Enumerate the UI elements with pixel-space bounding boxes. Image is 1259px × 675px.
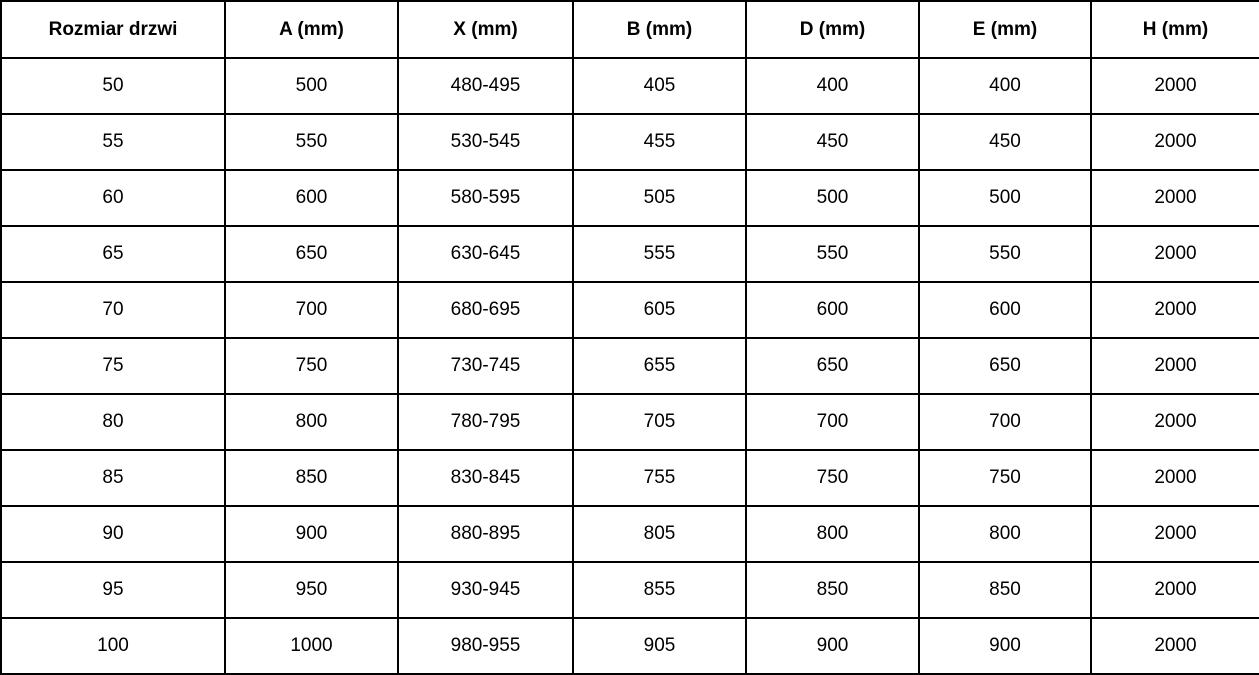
column-header-a: A (mm) xyxy=(225,1,398,58)
cell-a: 550 xyxy=(225,114,398,170)
cell-a: 1000 xyxy=(225,618,398,674)
column-header-e: E (mm) xyxy=(919,1,1091,58)
cell-b: 705 xyxy=(573,394,746,450)
table-row xyxy=(1,506,1259,562)
cell-b: 805 xyxy=(573,506,746,562)
cell-e: 750 xyxy=(919,450,1091,506)
cell-d: 800 xyxy=(746,506,919,562)
cell-h: 2000 xyxy=(1091,282,1259,338)
table-row xyxy=(1,562,1259,618)
cell-x: 930-945 xyxy=(398,562,573,618)
column-header-x: X (mm) xyxy=(398,1,573,58)
cell-h: 2000 xyxy=(1091,450,1259,506)
cell-a: 950 xyxy=(225,562,398,618)
cell-door-size: 95 xyxy=(1,562,225,618)
table-row xyxy=(1,58,1259,114)
column-header-d: D (mm) xyxy=(746,1,919,58)
column-header-door-size: Rozmiar drzwi xyxy=(1,1,225,58)
cell-b: 555 xyxy=(573,226,746,282)
cell-b: 655 xyxy=(573,338,746,394)
cell-x: 830-845 xyxy=(398,450,573,506)
cell-door-size: 85 xyxy=(1,450,225,506)
cell-x: 530-545 xyxy=(398,114,573,170)
column-header-h: H (mm) xyxy=(1091,1,1259,58)
cell-h: 2000 xyxy=(1091,170,1259,226)
cell-a: 750 xyxy=(225,338,398,394)
cell-e: 600 xyxy=(919,282,1091,338)
table-row xyxy=(1,338,1259,394)
cell-door-size: 55 xyxy=(1,114,225,170)
cell-e: 650 xyxy=(919,338,1091,394)
cell-door-size: 60 xyxy=(1,170,225,226)
cell-b: 605 xyxy=(573,282,746,338)
cell-x: 730-745 xyxy=(398,338,573,394)
table-row xyxy=(1,450,1259,506)
cell-d: 850 xyxy=(746,562,919,618)
cell-e: 550 xyxy=(919,226,1091,282)
cell-e: 800 xyxy=(919,506,1091,562)
table-header-row xyxy=(1,1,1259,58)
cell-d: 500 xyxy=(746,170,919,226)
cell-a: 700 xyxy=(225,282,398,338)
cell-a: 850 xyxy=(225,450,398,506)
cell-h: 2000 xyxy=(1091,506,1259,562)
cell-b: 455 xyxy=(573,114,746,170)
cell-h: 2000 xyxy=(1091,58,1259,114)
column-header-b: B (mm) xyxy=(573,1,746,58)
cell-door-size: 75 xyxy=(1,338,225,394)
cell-e: 900 xyxy=(919,618,1091,674)
cell-d: 650 xyxy=(746,338,919,394)
cell-d: 450 xyxy=(746,114,919,170)
cell-e: 700 xyxy=(919,394,1091,450)
cell-a: 600 xyxy=(225,170,398,226)
cell-h: 2000 xyxy=(1091,226,1259,282)
cell-x: 630-645 xyxy=(398,226,573,282)
cell-door-size: 80 xyxy=(1,394,225,450)
cell-h: 2000 xyxy=(1091,114,1259,170)
cell-d: 400 xyxy=(746,58,919,114)
cell-d: 550 xyxy=(746,226,919,282)
cell-b: 855 xyxy=(573,562,746,618)
cell-h: 2000 xyxy=(1091,562,1259,618)
cell-x: 680-695 xyxy=(398,282,573,338)
cell-b: 505 xyxy=(573,170,746,226)
cell-d: 750 xyxy=(746,450,919,506)
cell-x: 780-795 xyxy=(398,394,573,450)
cell-x: 880-895 xyxy=(398,506,573,562)
cell-e: 500 xyxy=(919,170,1091,226)
cell-a: 900 xyxy=(225,506,398,562)
cell-b: 405 xyxy=(573,58,746,114)
cell-e: 400 xyxy=(919,58,1091,114)
cell-b: 905 xyxy=(573,618,746,674)
table-row xyxy=(1,170,1259,226)
cell-door-size: 50 xyxy=(1,58,225,114)
cell-door-size: 90 xyxy=(1,506,225,562)
cell-d: 900 xyxy=(746,618,919,674)
cell-b: 755 xyxy=(573,450,746,506)
table-row xyxy=(1,394,1259,450)
cell-e: 850 xyxy=(919,562,1091,618)
cell-h: 2000 xyxy=(1091,618,1259,674)
cell-door-size: 70 xyxy=(1,282,225,338)
cell-a: 500 xyxy=(225,58,398,114)
table-row xyxy=(1,114,1259,170)
table-row xyxy=(1,226,1259,282)
cell-door-size: 100 xyxy=(1,618,225,674)
cell-d: 700 xyxy=(746,394,919,450)
cell-a: 650 xyxy=(225,226,398,282)
cell-x: 980-955 xyxy=(398,618,573,674)
cell-x: 480-495 xyxy=(398,58,573,114)
cell-e: 450 xyxy=(919,114,1091,170)
table-row xyxy=(1,282,1259,338)
cell-h: 2000 xyxy=(1091,338,1259,394)
cell-h: 2000 xyxy=(1091,394,1259,450)
cell-a: 800 xyxy=(225,394,398,450)
cell-door-size: 65 xyxy=(1,226,225,282)
cell-x: 580-595 xyxy=(398,170,573,226)
table-row xyxy=(1,618,1259,674)
cell-d: 600 xyxy=(746,282,919,338)
